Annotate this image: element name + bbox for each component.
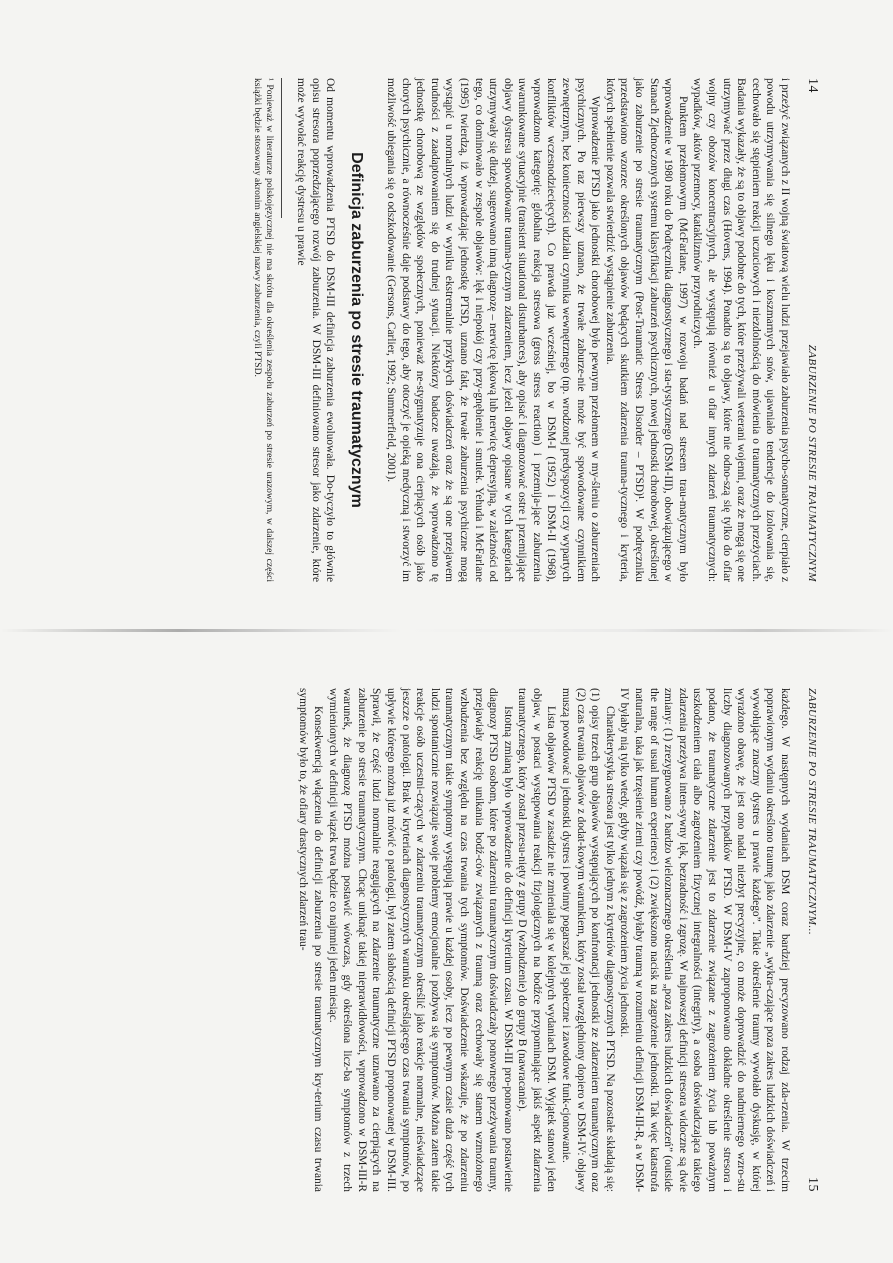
body-paragraph: Od momentu wprowadzenia PTSD do DSM-III definicja zaburzenia ewoluowała. Do-tyczyło to głównie opisu stresora poprzedzającego rozwój zaburzenia. W DSM-III definiowano stresor jako zdarzenie, które może wywołać reakcję dystresu u prawie — [295, 78, 337, 582]
page-number: 15 — [805, 1177, 820, 1192]
body-paragraph: Istotną zmianą było wprowadzenie do definicji kryterium czasu. W DSM-III pro-ponowano postawienie diagnozy PTSD osobom, które po zdarzeniu traumatycznym doświadczały ponownego przeżywania traumy, przejawiały reakcję unikania bodź-ców związanych z traumą oraz cechowały się stanem wzmożonego wzbudzenia bez względu na czas trwania tych symptomów. Doświadczenie wskazuje, że po zdarzeniu traumatycznym takie symptomy występują prawie u każdej osoby, lecz po pewnym czasie duża część tych ludzi spontanicznie rozwiązuje swoje problemy emocjonalne i pozbywa się symptomów. Można zatem takie reakcje osób uczestni-czących w zdarzeniu traumatycznym określić jako reakcje normalne, nieświadczące jeszcze o patologii. Brak w kryteriach diagnostycznych warunku określającego czas trwania symptomów, po upływie którego można już mówić o patologii, był zatem słabością definicji PTSD proponowanej w DSM-III. Sprawił, że część ludzi normalnie reagujących na zdarzenie traumatyczne uznawano za cierpiących na zaburzenie po stresie traumatycznym. Chcąc uniknąć takiej nieprawidłowości, wprowadzono w DSM-III-R warunek, że diagnozę PTSD można postawić wówczas, gdy określona licz-ba symptomów z trzech wymienionych w definicji wiązek trwa będzie co najmniej jeden miesiąc. — [326, 688, 514, 1192]
page-number: 14 — [805, 78, 820, 93]
running-head-title: ZABURZENIE PO STRESIE TRAUMATYCZNYM... — [806, 688, 818, 936]
running-head — [804, 688, 820, 1192]
footnote-divider — [281, 78, 282, 218]
section-heading: Definicja zaburzenia po stresie traumatycznym — [348, 152, 366, 508]
body-paragraph: Konsekwencją włączenia do definicji zaburzenia po stresie traumatycznym kry-terium czasu trwania symptomów było to, że ofiary drastycznych zdarzeń trau- — [297, 688, 324, 1192]
body-paragraph: Punktem przełomowym (McFarlane, 1997) w rozwoju badań nad stresem trau-matycznym było wprowadzenie w 1980 roku do Podręcznika diagnostycznego i sta-tystycznego (DSM-III), obowiązującego w Stanach Zjednoczonych systemu klasyfikacji zaburzeń psychicznych, nowej jednostki chorobowej, określonej jako zaburzenie po stresie traumatycznym (Post-Traumatic Stress Disorder – PTSD)¹. W podręczniku przedstawiono wzorzec określonych objawów będących skutkiem zdarzenia trauma-tycznego i kryteria, których spełnienie pozwala stwierdzić wystąpienie zaburzenia. — [603, 78, 689, 582]
book-page-15 — [40, 660, 840, 1220]
page-fold-line — [0, 629, 893, 632]
body-paragraph: Lista objawów PTSD w zasadzie nie zmieniała się w kolejnych wydaniach DSM. Wyjątek stanowi jeden objaw, w postaci występowania reakcji fizjologicznych na bodźce przypominające jakiś aspekt zdarzenia traumatycznego, który został przesu-nięty z grupy D (wzbudzenie) do grupy B (nawracanie). — [516, 688, 558, 1192]
running-head — [804, 78, 820, 582]
body-paragraph: Wprowadzenie PTSD jako jednostki chorobowej było pewnym przełomem w my-śleniu o zaburzeniach psychicznych. Po raz pierwszy uznano, że trwałe zaburze-nie może być spowodowane czynnikiem zewnętrznym, bez konieczności udziału czynnika wewnętrznego (np. wrodzonej predyspozycji czy wypartych konfliktów wczesnodziecięcych). Co prawda już wcześniej, bo w DSM-I (1952) i DSM-II (1968), wprowadzono kategorię: globalna reakcja stresowa (gross stress reaction) i przemija-jące zaburzenia uwarunkowane sytuacyjnie (transient situational disturbances), aby opisać i diagnozować ostre i przemijające objawy dystresu spowodowane trauma-tycznym zdarzeniem, lecz jeżeli objawy opisane w tych kategoriach utrzymywały się dłużej, sugerowano inną diagnozę – nerwicę lękową lub nerwicę depresyjną, w zależności od tego, co dominowało w zespole objawów: lęk i niepokój czy przy-gnębienie i smutek. Yehuda i McFarlane (1995) twierdzą, iż wprowadzając jednostkę PTSD, uznano fakt, że trwałe zaburzenia psychiczne mogą wystąpić u normalnych ludzi w wyniku ekstremalnie przykrych doświadczeń oraz że są one przejawem trudności z zaadaptowaniem się do trudnej sytuacji. Niektórzy badacze uważają, że wprowadzono tę jednostkę chorobową ze względów społecznych, ponieważ ne-stygmatyzuje ona cierpiących osób jako chorych psychicznie, a równocześnie daje podstawy do tego, aby otoczyć je opieką medyczną i stworzyć im możliwość ubiegania się o odszkodowanie (Gersons, Carlier, 1992; Summerfield, 2001). — [384, 78, 602, 582]
running-head-title: ZABURZENIE PO STRESIE TRAUMATYCZNYM — [806, 344, 818, 582]
body-paragraph: Charakterystyka stresora jest tylko jednym z kryteriów diagnostycznych PTSD. Na pozostałe składają się: (1) opisy trzech grup objawów występujących po konfrontacji jednostki ze zdarzeniem traumatycznym oraz (2) czas trwania objawów z dodat-kowym warunkiem, który został uwzględniony dopiero w DSM-IV: objawy muszą powodować u jednostki dystres i powinny pogarszać jej społeczne i zawodowe funk-cjonowanie. — [560, 688, 616, 1192]
body-paragraph: i przeżyć związanych z II wojną światową wielu ludzi przejawiało zaburzenia psycho-somatyczne, cierpiało z powodu utrzymywania się silnego lęku i koszmarnych snów, ujawniało tendencje do izolowania się, cechowało się stępieniem reakcji uczuciowych i niezdolnością do mówienia o traumatycznych przeżyciach. Badania wykazały, że są to objawy podobne do tych, które przeżywali weterani wojenni, oraz że mogą się one utrzymywać przez długi czas (Hovens, 1994). Ponadto są to objawy, które nie odno-szą się tylko do ofiar wojny czy obozów koncentracyjnych, ale występują również u ofiar innych zdarzeń traumatycznych: wypadków, aktów przemocy, kataklizmów przyrodniczych. — [691, 78, 791, 582]
body-paragraph: każdego. W następnych wydaniach DSM coraz bardziej precyzowano rodzaj zda-rzenia. W trzecim poprawionym wydaniu określono traumę jako zdarzenie „wykra-czające poza zakres ludzkich doświadczeń i wywołujące znaczny dystres u prawie każdego”. Takie określenie traumy wywołało dyskusję, w której wyrażono obawę, że jest ono nadal niezbyt precyzyjne, co może doprowadzić do nadmiernego wzro-stu liczby diagnozowanych przypadków PTSD. W DSM-IV zaproponowano dokładne określenie stresora i podano, że traumatyczne zdarzenie jest to zdarzenie związane z zagrożeniem życia lub poważnym uszkodzeniem ciała albo zagrożeniem fizycznej integralności (integrity), a osoba doświadczająca takiego zdarzenia przeżywa inten-sywny lęk, bezradność i zgrozę. W najnowszej definicji stresora widoczne są dwie zmiany: (1) zrezygnowano z bardzo wieloznacznego określenia „poza zakres ludzkich doświadczeń” (outside the range of usual human experience) i (2) zwiększono nacisk na zagrożenie jednostki. Tak więc katastrofa naturalna, taka jak trzęsienie ziemi czy powódź, byłaby traumą w rozumieniu definicji DSM-III-R, a w DSM-IV byłaby nią tylko wtedy, gdyby wiązała się z zagrożeniem życia jednostki. — [618, 688, 791, 1192]
book-page-14 — [40, 50, 840, 610]
footnote: ¹ Ponieważ w literaturze polskojęzycznej nie ma skrótu dla określenia zespołu zaburzeń po stresie urazowym, w dalszej części książki będzie stosowany akronim angielskiej nazwy zaburzenia, czyli PTSD. — [251, 78, 275, 582]
